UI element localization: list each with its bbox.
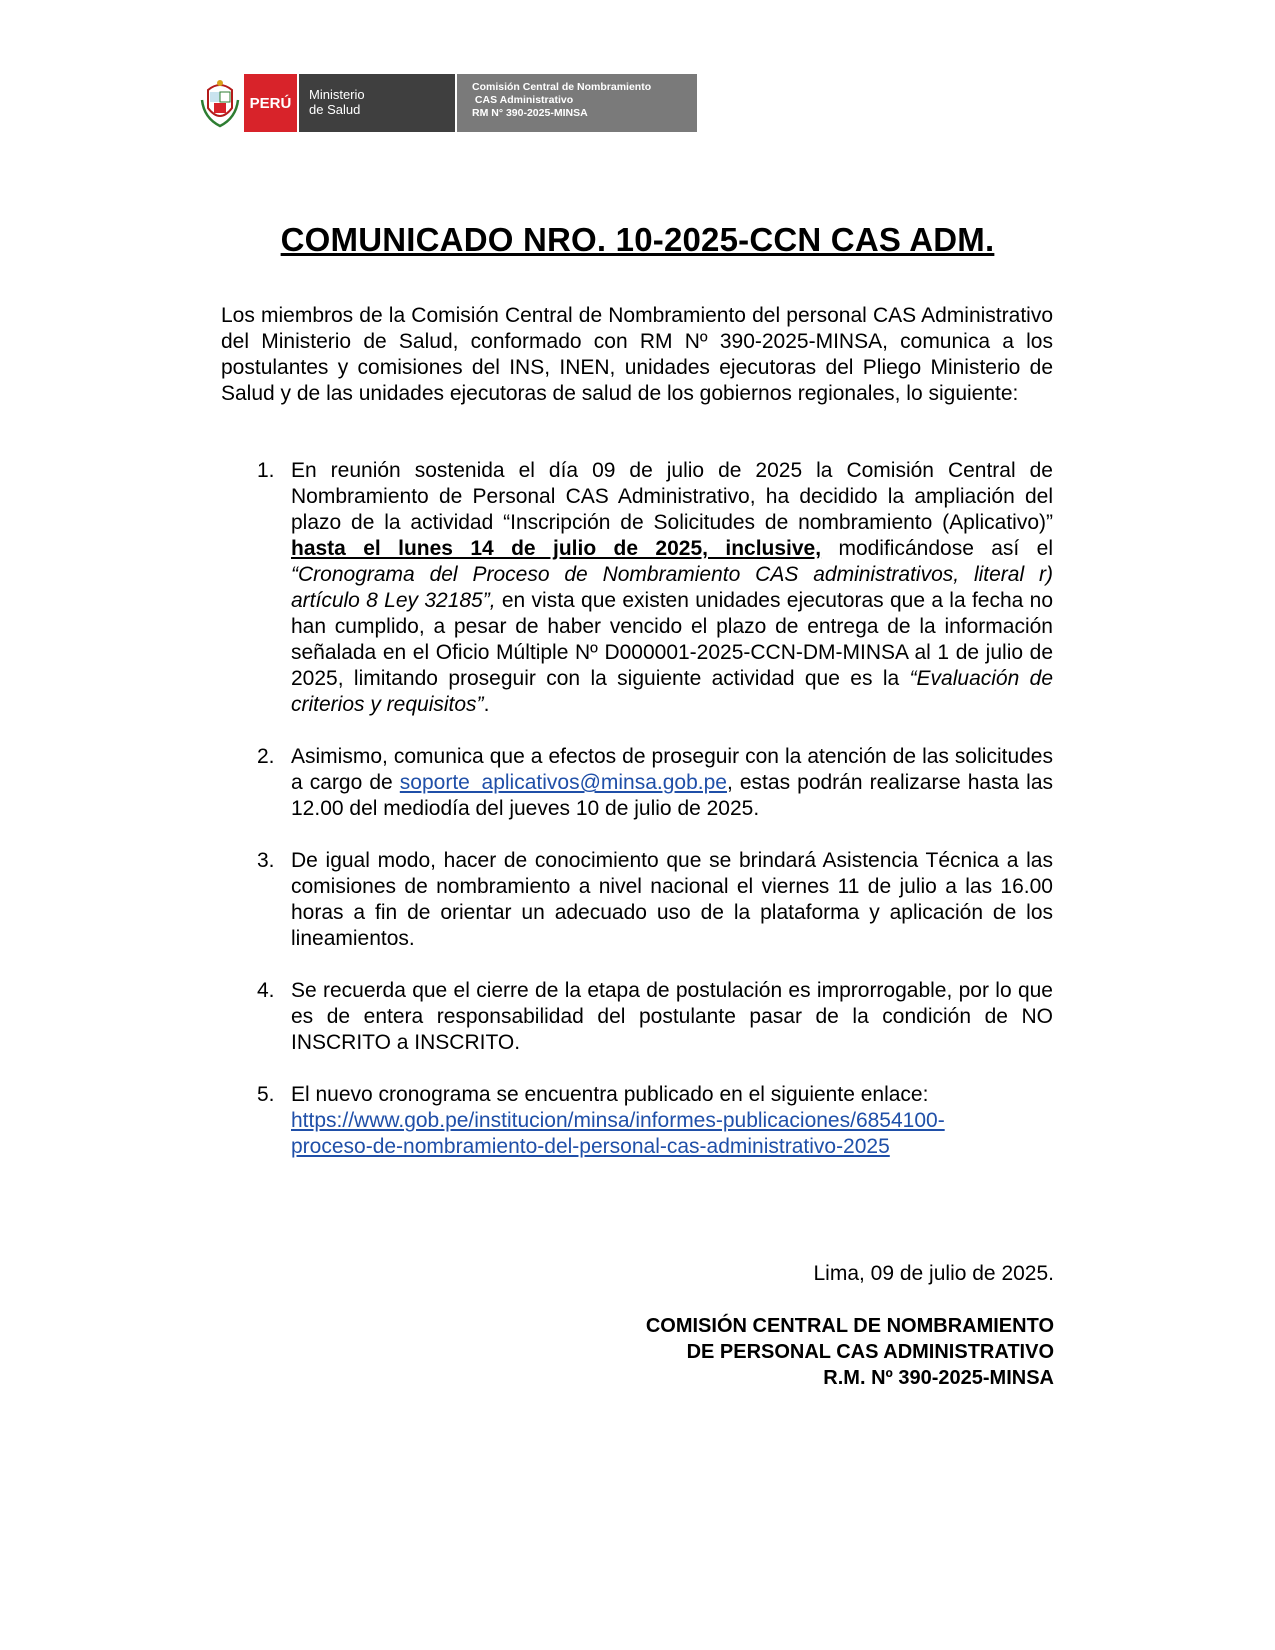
list-item (221, 978, 1053, 1056)
commission-line: CAS Administrativo (472, 94, 574, 106)
commission-line: RM N° 390-2025-MINSA (472, 107, 588, 119)
signature-line: DE PERSONAL CAS ADMINISTRATIVO (686, 1341, 1054, 1363)
signature-block (646, 1313, 1054, 1391)
schedule-link[interactable] (291, 1109, 945, 1158)
signature-line: R.M. Nº 390-2025-MINSA (823, 1367, 1054, 1389)
letterhead (200, 74, 700, 132)
issue-date: Lima, 09 de julio de 2025. (813, 1262, 1054, 1285)
ministry-line: de Salud (309, 102, 361, 117)
item-text: El nuevo cronograma se encuentra publicado en el siguiente enlace: (291, 1083, 929, 1106)
schedule-title: “Cronograma del Proceso de Nombramiento CAS administrativos, literal r) artículo 8 Ley 32185”, (291, 563, 1053, 612)
item-number: 4. (257, 979, 275, 1002)
intro-paragraph: Los miembros de la Comisión Central de Nombramiento del personal CAS Administrativo del Ministerio de Salud, conformado con RM Nº 390-2025-MINSA, comunica a los postulantes y comisiones del INS, INEN, unidades ejecutoras del Pliego Ministerio de Salud y de las unidades ejecutoras de salud de los gobiernos regionales, lo siguiente: (221, 304, 1053, 405)
item-number: 5. (257, 1083, 275, 1106)
coat-of-arms-icon (200, 78, 240, 128)
item-text: En reunión sostenida el día 09 de julio de 2025 la Comisión Central de Nombramiento de Personal CAS Administrativo, ha decidido la ampliación del plazo de la actividad “Inscripción de Solicitudes de nombramiento (Aplicativo)” (291, 459, 1053, 534)
activity-title: “Evaluación de criterios y requisitos” (291, 667, 1054, 716)
numbered-list (221, 458, 1053, 1186)
item-text: Se recuerda que el cierre de la etapa de postulación es improrrogable, por lo que es de entera responsabilidad del postulante pasar de la condición de NO INSCRITO a INSCRITO. (291, 979, 1053, 1054)
commission-line: Comisión Central de Nombramiento (472, 81, 652, 93)
peru-brand: PERÚ (244, 74, 297, 132)
document-title: COMUNICADO NRO. 10-2025-CCN CAS ADM. (280, 221, 995, 258)
item-text: Asimismo, comunica que a efectos de proseguir con la atención de las solicitudes a cargo de (291, 745, 1053, 794)
deadline-highlight: hasta el lunes 14 de julio de 2025, inclusive, (291, 537, 822, 560)
commission-label (457, 74, 697, 132)
schedule-link-line[interactable]: proceso-de-nombramiento-del-personal-cas-administrativo-2025 (291, 1135, 890, 1158)
item-number: 1. (257, 459, 275, 482)
list-item (221, 744, 1053, 822)
list-item (221, 458, 1053, 718)
item-text: , estas podrán realizarse hasta las 12.00 del mediodía del jueves 10 de julio de 2025. (291, 771, 1053, 820)
item-number: 3. (257, 849, 275, 872)
item-text: en vista que existen unidades ejecutoras que a la fecha no han cumplido, a pesar de haber vencido el plazo de entrega de la información señalada en el Oficio Múltiple Nº D000001-2025-CCN-DM-MINSA al 1 de julio de 2025, limitando proseguir con la siguiente actividad que es la (291, 589, 1053, 690)
item-text: De igual modo, hacer de conocimiento que se brindará Asistencia Técnica a las comisiones de nombramiento a nivel nacional el viernes 11 de julio a las 16.00 horas a fin de orientar un adecuado uso de la plataforma y aplicación de los lineamientos. (291, 849, 1053, 950)
signature-line: COMISIÓN CENTRAL DE NOMBRAMIENTO (645, 1315, 1054, 1337)
ministry-line: Ministerio (309, 87, 365, 102)
support-email-link[interactable]: soporte_aplicativos@minsa.gob.pe (399, 771, 727, 794)
item-number: 2. (257, 745, 275, 768)
schedule-link-line[interactable]: https://www.gob.pe/institucion/minsa/informes-publicaciones/6854100- (291, 1109, 945, 1132)
item-text: modificándose así el (821, 537, 1053, 560)
list-item (221, 848, 1053, 952)
list-item (221, 1082, 1053, 1160)
ministry-label (299, 74, 455, 132)
item-text: . (483, 693, 490, 716)
